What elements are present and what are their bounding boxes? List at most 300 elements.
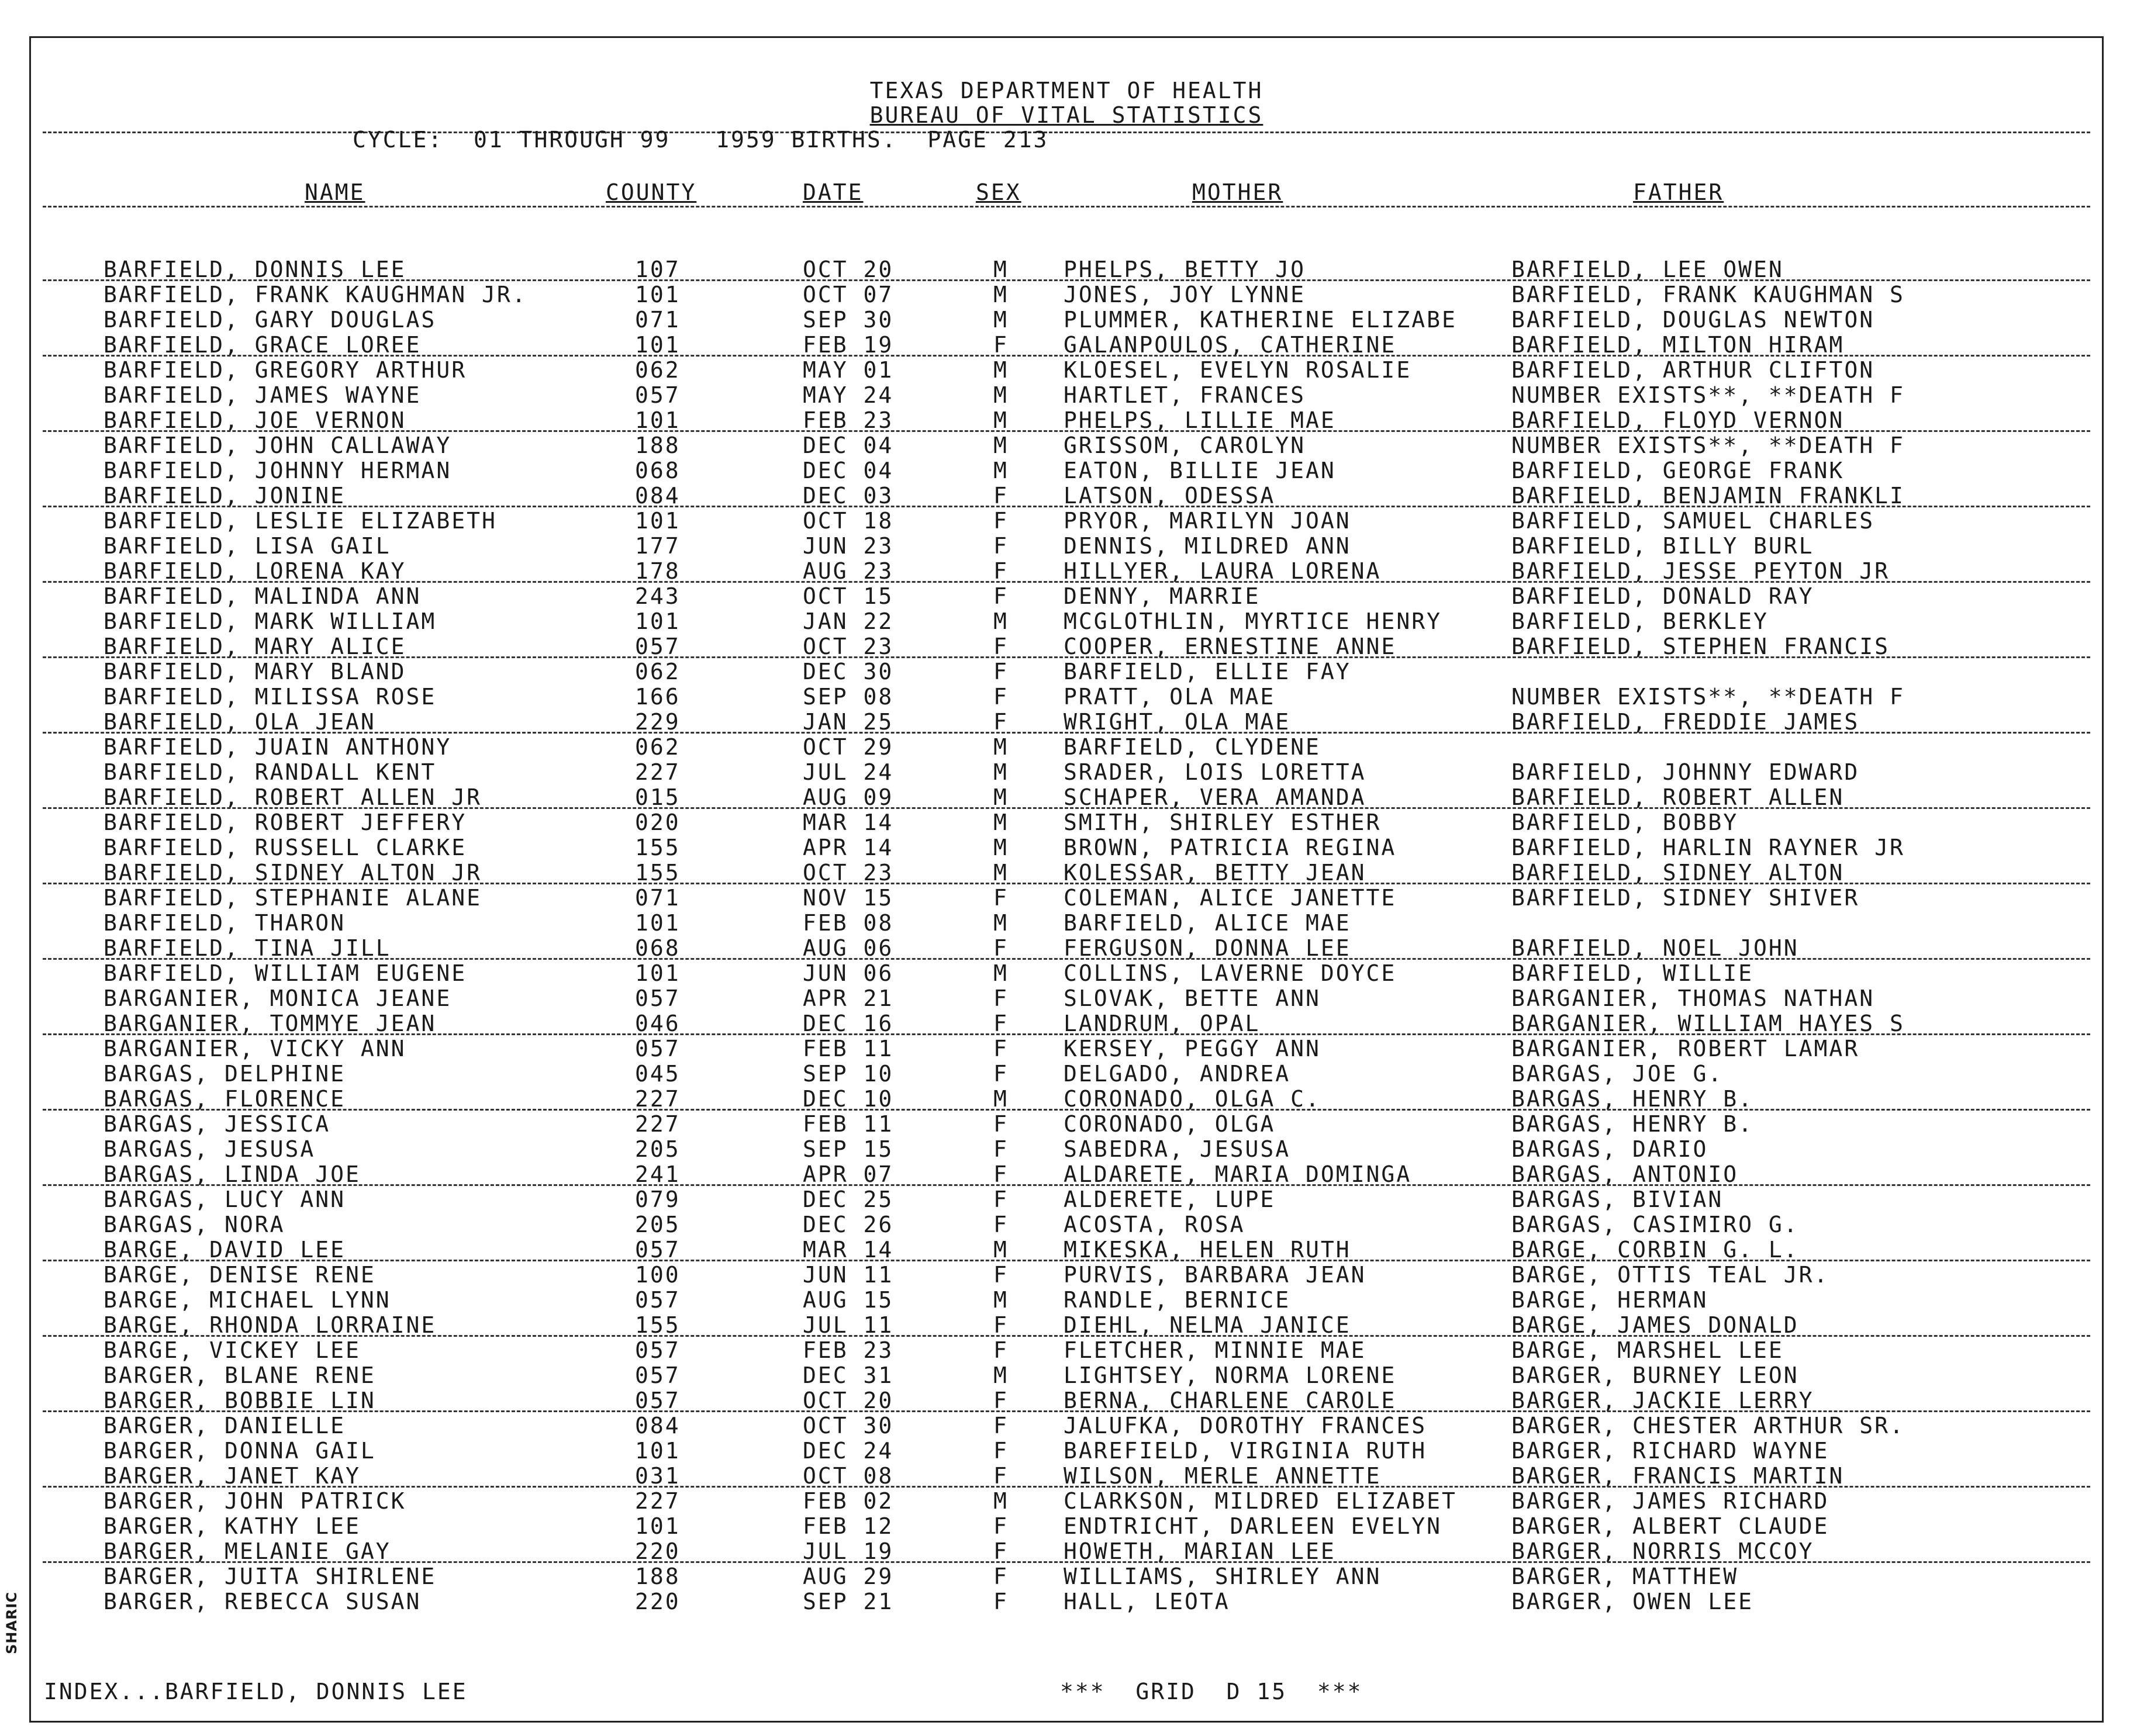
record-mother: KERSEY, PEGGY ANN (1064, 1036, 1321, 1061)
record-county: 227 (635, 1488, 681, 1514)
record-county: 057 (635, 1337, 681, 1363)
record-mother: LATSON, ODESSA (1064, 483, 1276, 509)
column-header-date: DATE (803, 179, 864, 205)
record-date: APR 07 (803, 1161, 894, 1187)
record-sex: F (993, 332, 1009, 358)
record-row (31, 483, 2102, 509)
record-mother: ALDARETE, MARIA DOMINGA (1064, 1161, 1412, 1187)
record-row (31, 911, 2102, 936)
record-father: BARFIELD, ROBERT ALLEN (1511, 784, 1845, 810)
record-father: BARFIELD, JOHNNY EDWARD (1511, 759, 1860, 785)
record-date: DEC 16 (803, 1011, 894, 1036)
record-row (31, 961, 2102, 986)
record-sex: F (993, 1538, 1009, 1564)
record-date: SEP 15 (803, 1136, 894, 1162)
record-row (31, 710, 2102, 735)
record-name: BARGER, KATHY LEE (103, 1513, 361, 1539)
column-header-father: FATHER (1633, 179, 1724, 205)
record-row (31, 659, 2102, 684)
record-row (31, 408, 2102, 433)
record-date: AUG 15 (803, 1287, 894, 1313)
record-county: 101 (635, 332, 681, 358)
record-name: BARFIELD, LISA GAIL (103, 533, 391, 559)
record-county: 101 (635, 608, 681, 634)
record-county: 031 (635, 1463, 681, 1489)
record-father: BARFIELD, DONALD RAY (1511, 583, 1814, 609)
record-date: OCT 30 (803, 1413, 894, 1438)
record-date: APR 14 (803, 835, 894, 860)
record-row (31, 1363, 2102, 1388)
record-mother: GRISSOM, CAROLYN (1064, 433, 1306, 458)
column-header-rule (43, 206, 2090, 208)
record-row (31, 1263, 2102, 1288)
record-county: 188 (635, 1564, 681, 1589)
record-date: DEC 04 (803, 458, 894, 483)
record-sex: M (993, 1362, 1009, 1388)
record-father: BARGE, MARSHEL LEE (1511, 1337, 1784, 1363)
record-sex: F (993, 659, 1009, 684)
record-sex: M (993, 810, 1009, 835)
column-header-mother: MOTHER (1192, 179, 1283, 205)
record-county: 166 (635, 684, 681, 710)
record-father: BARGER, JAMES RICHARD (1511, 1488, 1829, 1514)
record-mother: MCGLOTHLIN, MYRTICE HENRY (1064, 608, 1442, 634)
record-sex: F (993, 1388, 1009, 1413)
record-county: 241 (635, 1161, 681, 1187)
record-father: BARGAS, JOE G. (1511, 1061, 1724, 1087)
record-name: BARFIELD, MILISSA ROSE (103, 684, 437, 710)
record-row (31, 1011, 2102, 1036)
record-row (31, 559, 2102, 584)
record-county: 178 (635, 558, 681, 584)
record-sex: F (993, 1413, 1009, 1438)
record-row (31, 860, 2102, 886)
record-mother: SRADER, LOIS LORETTA (1064, 759, 1366, 785)
record-name: BARFIELD, JONINE (103, 483, 346, 509)
record-name: BARFIELD, JUAIN ANTHONY (103, 734, 452, 760)
record-sex: F (993, 1161, 1009, 1187)
record-sex: F (993, 1337, 1009, 1363)
record-sex: F (993, 709, 1009, 735)
record-county: 101 (635, 508, 681, 534)
record-mother: BARFIELD, ALICE MAE (1064, 910, 1351, 936)
record-name: BARGE, DAVID LEE (103, 1237, 346, 1263)
record-father: BARFIELD, JESSE PEYTON JR (1511, 558, 1890, 584)
column-header-sex: SEX (976, 179, 1021, 205)
record-sex: F (993, 1136, 1009, 1162)
record-mother: BERNA, CHARLENE CAROLE (1064, 1388, 1397, 1413)
record-date: SEP 08 (803, 684, 894, 710)
record-father: BARFIELD, DOUGLAS NEWTON (1511, 307, 1875, 333)
record-county: 057 (635, 1362, 681, 1388)
record-mother: PHELPS, BETTY JO (1064, 257, 1306, 282)
record-date: AUG 09 (803, 784, 894, 810)
record-date: JAN 25 (803, 709, 894, 735)
record-name: BARGE, DENISE RENE (103, 1262, 376, 1288)
record-county: 062 (635, 734, 681, 760)
record-name: BARFIELD, MALINDA ANN (103, 583, 422, 609)
record-name: BARGAS, DELPHINE (103, 1061, 346, 1087)
record-row (31, 1087, 2102, 1112)
record-date: OCT 20 (803, 257, 894, 282)
record-county: 101 (635, 910, 681, 936)
record-date: FEB 12 (803, 1513, 894, 1539)
record-date: JUN 06 (803, 960, 894, 986)
record-father: BARFIELD, HARLIN RAYNER JR (1511, 835, 1905, 860)
record-row (31, 1137, 2102, 1162)
record-sex: M (993, 860, 1009, 886)
record-sex: F (993, 985, 1009, 1011)
record-sex: F (993, 533, 1009, 559)
record-mother: GALANPOULOS, CATHERINE (1064, 332, 1397, 358)
record-mother: BAREFIELD, VIRGINIA RUTH (1064, 1438, 1427, 1464)
record-date: JAN 22 (803, 608, 894, 634)
record-father: NUMBER EXISTS**, **DEATH F (1511, 433, 1905, 458)
record-name: BARFIELD, MARY BLAND (103, 659, 406, 684)
record-mother: PRATT, OLA MAE (1064, 684, 1276, 710)
record-sex: M (993, 835, 1009, 860)
record-mother: PURVIS, BARBARA JEAN (1064, 1262, 1366, 1288)
record-date: FEB 23 (803, 407, 894, 433)
record-name: BARFIELD, RUSSELL CLARKE (103, 835, 467, 860)
record-mother: SCHAPER, VERA AMANDA (1064, 784, 1366, 810)
record-row (31, 383, 2102, 408)
record-county: 101 (635, 282, 681, 307)
record-date: FEB 11 (803, 1111, 894, 1137)
record-name: BARGER, DONNA GAIL (103, 1438, 376, 1464)
record-mother: PLUMMER, KATHERINE ELIZABE (1064, 307, 1457, 333)
record-mother: ENDTRICHT, DARLEEN EVELYN (1064, 1513, 1442, 1539)
record-row (31, 1313, 2102, 1338)
record-sex: F (993, 583, 1009, 609)
record-row (31, 1288, 2102, 1313)
record-county: 101 (635, 407, 681, 433)
record-row (31, 1413, 2102, 1438)
record-row (31, 307, 2102, 333)
record-county: 071 (635, 307, 681, 333)
record-county: 046 (635, 1011, 681, 1036)
record-father: BARGE, CORBIN G. L. (1511, 1237, 1799, 1263)
record-row (31, 458, 2102, 483)
record-date: OCT 15 (803, 583, 894, 609)
record-father: BARGE, HERMAN (1511, 1287, 1708, 1313)
record-mother: COLLINS, LAVERNE DOYCE (1064, 960, 1397, 986)
record-sex: F (993, 1262, 1009, 1288)
record-county: 227 (635, 759, 681, 785)
record-date: MAY 01 (803, 357, 894, 383)
record-father: BARFIELD, LEE OWEN (1511, 257, 1784, 282)
record-father: BARFIELD, STEPHEN FRANCIS (1511, 634, 1890, 659)
record-sex: M (993, 282, 1009, 307)
record-father: BARGAS, HENRY B. (1511, 1111, 1754, 1137)
record-father: NUMBER EXISTS**, **DEATH F (1511, 382, 1905, 408)
record-date: OCT 29 (803, 734, 894, 760)
record-name: BARGAS, LUCY ANN (103, 1187, 346, 1212)
record-name: BARFIELD, ROBERT JEFFERY (103, 810, 467, 835)
record-county: 229 (635, 709, 681, 735)
record-date: MAR 14 (803, 810, 894, 835)
record-father: BARGANIER, WILLIAM HAYES S (1511, 1011, 1905, 1036)
record-name: BARFIELD, OLA JEAN (103, 709, 376, 735)
record-name: BARGANIER, VICKY ANN (103, 1036, 406, 1061)
record-row (31, 1112, 2102, 1137)
record-father: BARGER, OWEN LEE (1511, 1589, 1754, 1614)
record-county: 057 (635, 1237, 681, 1263)
record-mother: CORONADO, OLGA C. (1064, 1086, 1321, 1112)
record-county: 220 (635, 1589, 681, 1614)
record-date: JUL 11 (803, 1312, 894, 1338)
record-name: BARGAS, NORA (103, 1212, 285, 1237)
record-name: BARFIELD, MARK WILLIAM (103, 608, 437, 634)
record-mother: CLARKSON, MILDRED ELIZABET (1064, 1488, 1457, 1514)
record-father: BARFIELD, NOEL JOHN (1511, 935, 1799, 961)
record-name: BARFIELD, DONNIS LEE (103, 257, 406, 282)
record-date: SEP 21 (803, 1589, 894, 1614)
record-date: OCT 20 (803, 1388, 894, 1413)
record-father: BARFIELD, WILLIE (1511, 960, 1754, 986)
record-father: BARGAS, DARIO (1511, 1136, 1708, 1162)
record-sex: F (993, 885, 1009, 911)
record-date: OCT 18 (803, 508, 894, 534)
record-date: MAY 24 (803, 382, 894, 408)
record-date: SEP 10 (803, 1061, 894, 1087)
record-date: NOV 15 (803, 885, 894, 911)
record-sex: F (993, 1513, 1009, 1539)
record-mother: KLOESEL, EVELYN ROSALIE (1064, 357, 1412, 383)
record-name: BARFIELD, GARY DOUGLAS (103, 307, 437, 333)
record-mother: ALDERETE, LUPE (1064, 1187, 1276, 1212)
grid-label: *** GRID D 15 *** (1060, 1679, 1363, 1704)
record-county: 057 (635, 1388, 681, 1413)
record-county: 068 (635, 935, 681, 961)
record-row (31, 1438, 2102, 1464)
record-mother: EATON, BILLIE JEAN (1064, 458, 1336, 483)
index-label: INDEX...BARFIELD, DONNIS LEE (44, 1679, 468, 1704)
record-date: DEC 03 (803, 483, 894, 509)
record-father: BARGANIER, THOMAS NATHAN (1511, 985, 1875, 1011)
record-row (31, 1514, 2102, 1539)
record-row (31, 785, 2102, 810)
record-county: 062 (635, 357, 681, 383)
record-sex: F (993, 1212, 1009, 1237)
record-row (31, 609, 2102, 634)
record-father: BARFIELD, BILLY BURL (1511, 533, 1814, 559)
record-sex: F (993, 483, 1009, 509)
record-mother: WILLIAMS, SHIRLEY ANN (1064, 1564, 1382, 1589)
record-name: BARGER, BLANE RENE (103, 1362, 376, 1388)
record-name: BARFIELD, THARON (103, 910, 346, 936)
record-name: BARFIELD, WILLIAM EUGENE (103, 960, 467, 986)
record-date: DEC 26 (803, 1212, 894, 1237)
record-name: BARFIELD, JOE VERNON (103, 407, 406, 433)
record-date: AUG 29 (803, 1564, 894, 1589)
record-mother: SMITH, SHIRLEY ESTHER (1064, 810, 1382, 835)
record-sex: F (993, 1011, 1009, 1036)
record-sex: F (993, 1036, 1009, 1061)
record-county: 107 (635, 257, 681, 282)
record-date: OCT 07 (803, 282, 894, 307)
record-sex: F (993, 1438, 1009, 1464)
record-row (31, 1237, 2102, 1263)
record-county: 205 (635, 1212, 681, 1237)
record-name: BARGER, MELANIE GAY (103, 1538, 391, 1564)
record-sex: M (993, 407, 1009, 433)
record-name: BARFIELD, RANDALL KENT (103, 759, 437, 785)
record-row (31, 1388, 2102, 1413)
record-father: BARGER, MATTHEW (1511, 1564, 1739, 1589)
record-row (31, 282, 2102, 307)
record-sex: M (993, 1086, 1009, 1112)
record-mother: DENNIS, MILDRED ANN (1064, 533, 1351, 559)
record-county: 100 (635, 1262, 681, 1288)
record-sex: M (993, 382, 1009, 408)
record-name: BARGAS, JESSICA (103, 1111, 331, 1137)
record-sex: F (993, 1463, 1009, 1489)
record-row (31, 1464, 2102, 1489)
record-county: 084 (635, 483, 681, 509)
record-date: DEC 24 (803, 1438, 894, 1464)
record-name: BARGANIER, MONICA JEANE (103, 985, 452, 1011)
record-sex: F (993, 1312, 1009, 1338)
record-name: BARFIELD, LESLIE ELIZABETH (103, 508, 497, 534)
record-father: BARFIELD, MILTON HIRAM (1511, 332, 1845, 358)
record-name: BARFIELD, FRANK KAUGHMAN JR. (103, 282, 527, 307)
record-mother: DIEHL, NELMA JANICE (1064, 1312, 1351, 1338)
record-name: BARGANIER, TOMMYE JEAN (103, 1011, 437, 1036)
record-father: BARFIELD, GEORGE FRANK (1511, 458, 1845, 483)
record-mother: HILLYER, LAURA LORENA (1064, 558, 1382, 584)
record-sex: M (993, 759, 1009, 785)
record-father: BARGAS, CASIMIRO G. (1511, 1212, 1799, 1237)
record-name: BARFIELD, LORENA KAY (103, 558, 406, 584)
record-name: BARFIELD, GRACE LOREE (103, 332, 422, 358)
record-father: BARGANIER, ROBERT LAMAR (1511, 1036, 1860, 1061)
side-mark: SHARIC (4, 1592, 20, 1654)
record-father: BARFIELD, FLOYD VERNON (1511, 407, 1845, 433)
record-date: FEB 02 (803, 1488, 894, 1514)
record-father: NUMBER EXISTS**, **DEATH F (1511, 684, 1905, 710)
record-date: OCT 23 (803, 634, 894, 659)
record-father: BARFIELD, BENJAMIN FRANKLI (1511, 483, 1905, 509)
record-name: BARFIELD, JOHNNY HERMAN (103, 458, 452, 483)
record-county: 071 (635, 885, 681, 911)
record-row (31, 760, 2102, 785)
record-mother: PRYOR, MARILYN JOAN (1064, 508, 1351, 534)
record-mother: FERGUSON, DONNA LEE (1064, 935, 1351, 961)
record-row (31, 1212, 2102, 1237)
record-father: BARGE, OTTIS TEAL JR. (1511, 1262, 1829, 1288)
record-father: BARFIELD, FREDDIE JAMES (1511, 709, 1860, 735)
record-row (31, 358, 2102, 383)
record-sex: M (993, 458, 1009, 483)
record-mother: LIGHTSEY, NORMA LORENE (1064, 1362, 1397, 1388)
record-row (31, 534, 2102, 559)
record-row (31, 1187, 2102, 1212)
record-row (31, 886, 2102, 911)
record-county: 243 (635, 583, 681, 609)
record-name: BARGE, RHONDA LORRAINE (103, 1312, 437, 1338)
record-row (31, 509, 2102, 534)
record-sex: M (993, 1287, 1009, 1313)
record-sex: F (993, 935, 1009, 961)
record-row (31, 1564, 2102, 1589)
record-row (31, 584, 2102, 609)
record-sex: M (993, 784, 1009, 810)
record-name: BARFIELD, ROBERT ALLEN JR (103, 784, 482, 810)
record-sex: F (993, 1564, 1009, 1589)
record-county: 045 (635, 1061, 681, 1087)
record-county: 057 (635, 382, 681, 408)
record-name: BARGE, MICHAEL LYNN (103, 1287, 391, 1313)
department-title: TEXAS DEPARTMENT OF HEALTH (869, 78, 1263, 103)
record-name: BARFIELD, STEPHANIE ALANE (103, 885, 482, 911)
record-mother: COLEMAN, ALICE JANETTE (1064, 885, 1397, 911)
record-sex: M (993, 433, 1009, 458)
record-row (31, 433, 2102, 458)
record-mother: CORONADO, OLGA (1064, 1111, 1276, 1137)
record-sex: M (993, 257, 1009, 282)
record-county: 068 (635, 458, 681, 483)
column-header-name: NAME (305, 179, 365, 205)
record-name: BARGAS, JESUSA (103, 1136, 316, 1162)
record-father: BARFIELD, BERKLEY (1511, 608, 1769, 634)
record-father: BARGER, FRANCIS MARTIN (1511, 1463, 1845, 1489)
cycle-line: CYCLE: 01 THROUGH 99 1959 BIRTHS. PAGE 213 (353, 127, 1049, 153)
record-name: BARGER, JANET KAY (103, 1463, 361, 1489)
record-county: 015 (635, 784, 681, 810)
record-sex: F (993, 508, 1009, 534)
record-county: 227 (635, 1111, 681, 1137)
record-date: DEC 30 (803, 659, 894, 684)
record-father: BARGER, NORRIS MCCOY (1511, 1538, 1814, 1564)
record-row (31, 1036, 2102, 1061)
record-mother: JALUFKA, DOROTHY FRANCES (1064, 1413, 1427, 1438)
record-row (31, 735, 2102, 760)
record-date: OCT 08 (803, 1463, 894, 1489)
record-father: BARGER, CHESTER ARTHUR SR. (1511, 1413, 1905, 1438)
record-sex: M (993, 1488, 1009, 1514)
record-father: BARGAS, HENRY B. (1511, 1086, 1754, 1112)
record-name: BARGAS, FLORENCE (103, 1086, 346, 1112)
record-mother: ACOSTA, ROSA (1064, 1212, 1245, 1237)
record-date: JUL 19 (803, 1538, 894, 1564)
record-row (31, 1061, 2102, 1087)
record-row (31, 333, 2102, 358)
record-sex: F (993, 1061, 1009, 1087)
record-mother: KOLESSAR, BETTY JEAN (1064, 860, 1366, 886)
record-row (31, 634, 2102, 659)
record-mother: MIKESKA, HELEN RUTH (1064, 1237, 1351, 1263)
record-sex: F (993, 1111, 1009, 1137)
record-father: BARFIELD, SAMUEL CHARLES (1511, 508, 1875, 534)
record-father: BARFIELD, SIDNEY SHIVER (1511, 885, 1860, 911)
record-row (31, 1489, 2102, 1514)
record-county: 020 (635, 810, 681, 835)
record-sex: M (993, 1237, 1009, 1263)
record-mother: DENNY, MARRIE (1064, 583, 1261, 609)
record-name: BARGE, VICKEY LEE (103, 1337, 361, 1363)
record-mother: PHELPS, LILLIE MAE (1064, 407, 1336, 433)
record-county: 079 (635, 1187, 681, 1212)
record-name: BARGER, JUITA SHIRLENE (103, 1564, 437, 1589)
record-mother: COOPER, ERNESTINE ANNE (1064, 634, 1397, 659)
record-row (31, 1338, 2102, 1363)
record-date: FEB 11 (803, 1036, 894, 1061)
record-mother: BROWN, PATRICIA REGINA (1064, 835, 1397, 860)
record-county: 101 (635, 1513, 681, 1539)
record-mother: HALL, LEOTA (1064, 1589, 1230, 1614)
header-rule (43, 132, 2090, 133)
